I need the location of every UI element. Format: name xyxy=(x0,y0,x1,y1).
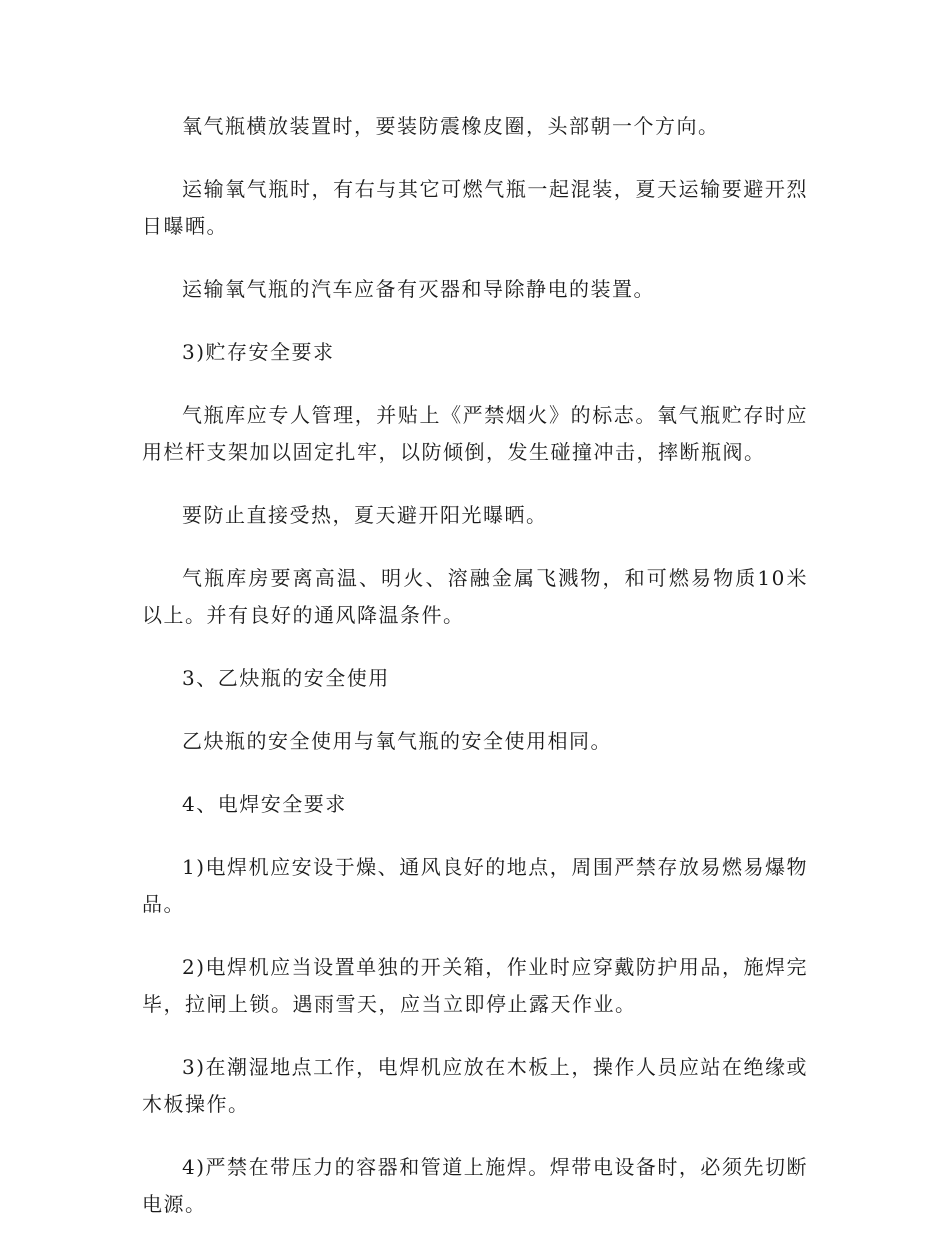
paragraph-acetylene-same: 乙炔瓶的安全使用与氧气瓶的安全使用相同。 xyxy=(182,729,612,753)
paragraph-avoid-heat: 要防止直接受热，夏天避开阳光曝晒。 xyxy=(182,503,548,527)
paragraph-warehouse-distance: 气瓶库房要离高温、明火、溶融金属飞溅物，和可燃易物质10米以上。并有良好的通风降温条件。 xyxy=(142,566,808,627)
paragraph-transport-vehicle: 运输氧气瓶的汽车应备有灭器和导除静电的装置。 xyxy=(182,277,655,301)
paragraph-warehouse-management: 气瓶库应专人管理，并贴上《严禁烟火》的标志。氧气瓶贮存时应用栏杆支架加以固定扎牢，以防倾倒，发生碰撞冲击，摔断瓶阀。 xyxy=(142,403,808,464)
document-body xyxy=(142,108,808,1249)
heading-acetylene-safety: 3、乙炔瓶的安全使用 xyxy=(182,666,390,690)
paragraph-welding-rule-4: 4)严禁在带压力的容器和管道上施焊。焊带电设备时，必须先切断电源。 xyxy=(142,1155,808,1216)
paragraph-horizontal-storage: 氧气瓶横放装置时，要装防震橡皮圈，头部朝一个方向。 xyxy=(182,114,720,138)
heading-storage-requirements: 3)贮存安全要求 xyxy=(182,340,335,364)
paragraph-transport-mixing: 运输氧气瓶时，有右与其它可燃气瓶一起混装，夏天运输要避开烈日曝晒。 xyxy=(142,177,808,238)
paragraph-welding-rule-1: 1)电焊机应安设于燥、通风良好的地点，周围严禁存放易燃易爆物品。 xyxy=(142,855,808,916)
paragraph-welding-rule-3: 3)在潮湿地点工作，电焊机应放在木板上，操作人员应站在绝缘或木板操作。 xyxy=(142,1055,808,1116)
heading-welding-safety: 4、电焊安全要求 xyxy=(182,792,347,816)
paragraph-welding-rule-2: 2)电焊机应当设置单独的开关箱，作业时应穿戴防护用品，施焊完毕，拉闸上锁。遇雨雪天，应当立即停止露天作业。 xyxy=(142,955,808,1016)
